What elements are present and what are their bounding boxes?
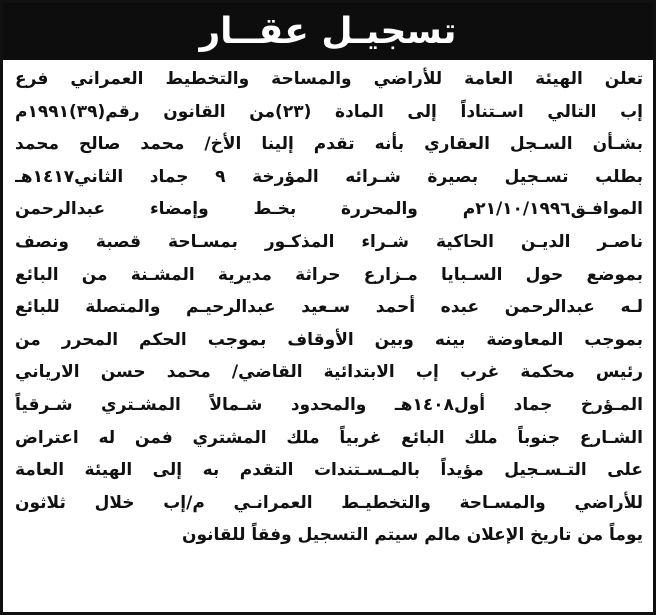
notice-line: إب التالي اسـتناداً إلى المادة (٢٣)من القانون رقم(٣٩)١٩٩١م	[15, 101, 643, 122]
notice-line: للأراضي والمسـاحة والتخطيـط العمرانـي م/إب خلال ثلاثون	[15, 492, 643, 513]
notice-line: بشـأن السـجل العقاري بأنه تقدم إلينا الأخ/ محمد صالح محمد	[15, 134, 643, 155]
notice-line: بطلب تسـجيل بصيرة شـرائه المؤرخة ٩ جماد الثاني١٤١٧هـ	[15, 166, 643, 187]
notice-title: تسجيـل عقــار	[199, 11, 457, 52]
notice-header	[3, 3, 653, 60]
notice-line: الموافـق٢١/١٠/١٩٩٦م والمحررة بخـط وإمضاء عبدالرحمن	[15, 199, 643, 220]
notice-line: المـؤرخ جماد أول١٤٠٨هـ والمحدود شـمالاً المشـتري شـرقياً	[15, 394, 643, 415]
notice-line: ناصـر الديـن الحاكية شـراء المذكـور بمسـاحة قصبة ونصف	[15, 231, 643, 252]
notice-line: الشـارع جنوباً ملك البائع غربياً ملك المشتري فمن له اعتراض	[15, 427, 643, 448]
notice-line: بموجب المعاوضة بينه وبين الأوقاف بموجب الحكم المحرر من	[15, 329, 643, 350]
notice-line: يوماً من تاريخ الإعلان مالم سيتم التسجيل وفقاً للقانون	[181, 525, 643, 546]
notice-line: بموضع حول السـبايا مـزارع حراثة مديرية المشـنة من البائع	[15, 264, 643, 285]
notice-line: تعلن الهيئة العامة للأراضي والمساحة والتخطيط العمراني فرع	[15, 69, 643, 89]
notice-line: لـه عبدالرحمن عبده أحمد سـعيد عبدالرحيـم والمتصلة للبائع	[15, 297, 643, 318]
notice-body	[15, 63, 643, 608]
notice-line: على التـسـجيل مؤيداً بالمـسـتندات التقدم به إلى الهيئة العامة	[15, 460, 643, 481]
notice-line: رئيس محكمة غرب إب الابتدائية القاضي/ محمد حسن الارياني	[15, 362, 643, 383]
